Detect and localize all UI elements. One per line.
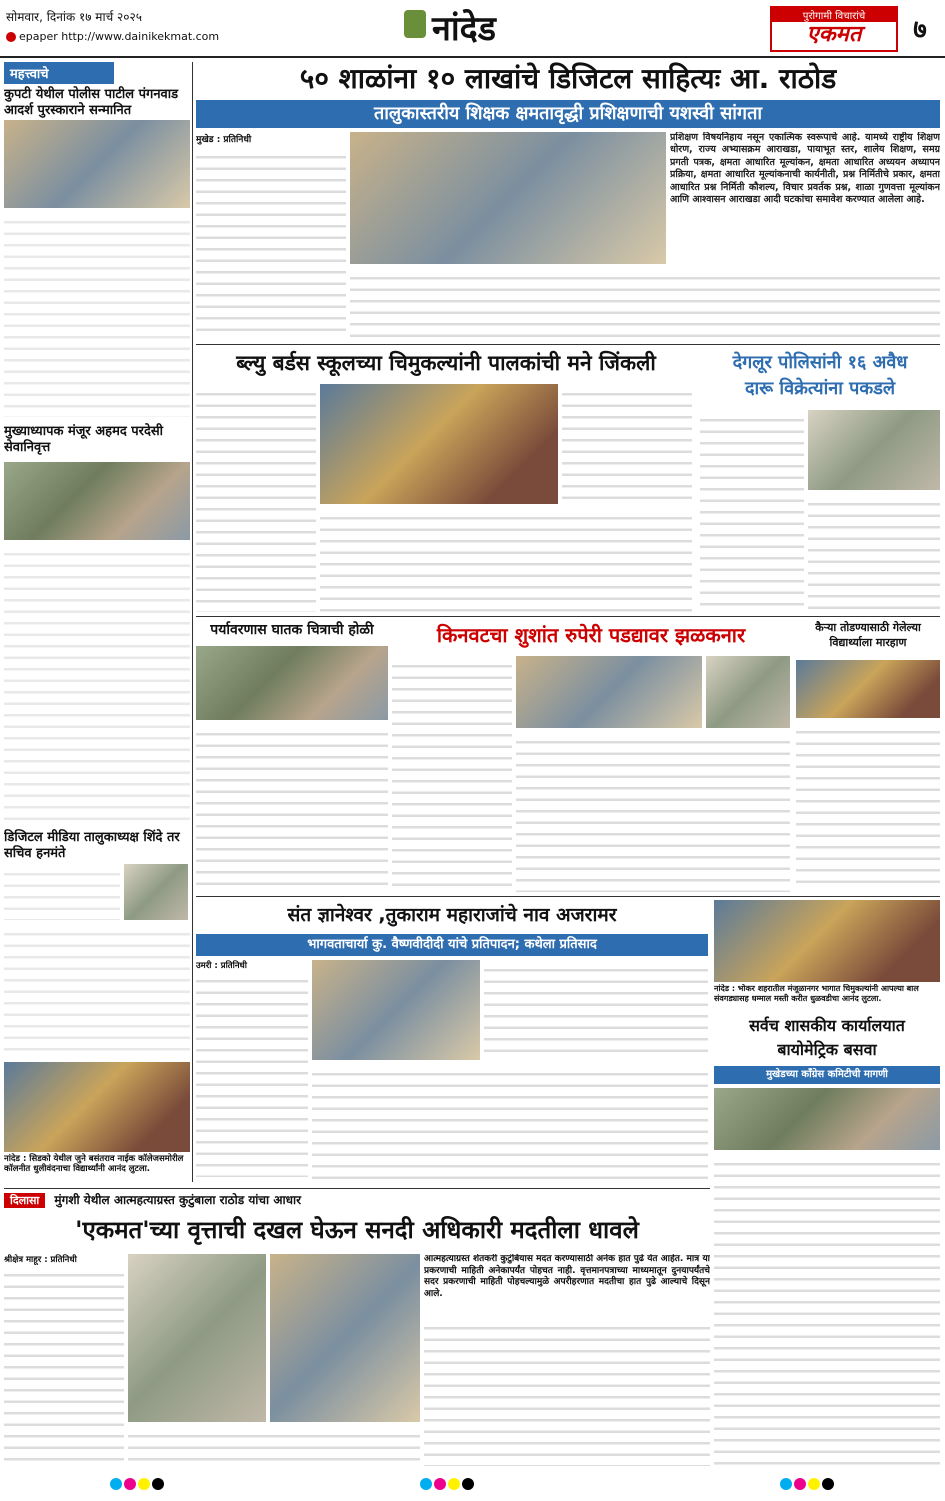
left-portrait (124, 864, 188, 920)
yellow-mark (448, 1478, 460, 1490)
lead-title: ५० शाळांना १० लाखांचे डिजिटल साहित्यः आ. राठोड (299, 62, 837, 95)
degloor-title-1: देगलूर पोलिसांनी १६ अवैध (732, 352, 908, 373)
environment-photo (196, 646, 388, 720)
kinwat-photo-1 (516, 656, 702, 728)
city-emblem-icon (404, 10, 426, 38)
ekmat-pullquote (424, 1254, 710, 1314)
lead-intro (196, 132, 346, 342)
biometric-title-1: सर्वच शासकीय कार्यालयात (749, 1016, 905, 1035)
left-photo-caption: नांदेड : सिडको येथील जुने बसंतराव नाईक कॉलेजसमोरील कॉलनीत धुलीवंदनाचा विद्यार्थ्यांनी आनंद लुटला. (4, 1154, 184, 1174)
lead-photo (350, 132, 666, 264)
left-body-1 (4, 212, 190, 417)
biometric-body (714, 1154, 940, 1472)
degloor-headline (700, 350, 940, 406)
sant-photo (312, 960, 480, 1060)
sant-body-1-text (196, 971, 308, 1177)
ekmat-photo-1 (128, 1254, 266, 1422)
kinwat-body-2 (516, 732, 790, 892)
lead-body (350, 268, 940, 342)
kairi-photo (796, 660, 940, 718)
biometric-headline (714, 1014, 940, 1064)
column-divider (192, 62, 193, 1182)
lead-headline (196, 62, 940, 98)
epaper-link[interactable] (6, 30, 219, 43)
left-headline-2: मुख्याध्यापक मंजूर अहमद परदेसी सेवानिवृत्त (4, 424, 164, 455)
lead-dateline: मुखेड : प्रतिनिधी (196, 135, 252, 145)
blue-birds-body-3 (562, 384, 692, 508)
cyan-mark (420, 1478, 432, 1490)
sant-body-1 (196, 960, 308, 1180)
brand-tagline: पुरोगामी विचारांचे (772, 8, 896, 22)
ekmat-headline: 'एकमत'च्या वृत्ताची दखल घेऊन सनदी अधिकारी मदतीला धावले (75, 1216, 639, 1244)
kinwat-body-1 (392, 656, 512, 892)
cyan-mark (780, 1478, 792, 1490)
edition-city: नांदेड (432, 9, 496, 49)
left-column (4, 62, 190, 1182)
brand-logo (770, 6, 898, 52)
black-mark (152, 1478, 164, 1490)
magenta-mark (794, 1478, 806, 1490)
sant-body-3 (484, 960, 708, 1060)
left-headline-1: कुपटी येथील पोलीस पाटील पंगनवाड आदर्श पुरस्काराने सन्मानित (4, 87, 179, 118)
environment-body (196, 724, 388, 892)
sant-body-2 (312, 1064, 708, 1180)
magenta-mark (434, 1478, 446, 1490)
registration-marks-center (420, 1478, 474, 1490)
degloor-title-2: दारू विक्रेत्यांना पकडले (744, 378, 896, 399)
left-body-3b (4, 924, 190, 1054)
blue-birds-headline: ब्ल्यु बर्डस स्कूलच्या चिमुकल्यांनी पालकांची मने जिंकली (236, 351, 656, 375)
degloor-photo (808, 410, 940, 490)
degloor-body-1 (700, 410, 804, 610)
environment-headline: पर्यावरणास घातक चित्राची होळी (210, 622, 374, 638)
kairi-headline: कैऱ्या तोडण्यासाठी गेलेल्या विद्यार्थ्याला मारहाण (815, 621, 921, 649)
dilasa-text: मुंगशी येथील आत्महत्याग्रस्त कुटुंबाला राठोड यांचा आधार (54, 1193, 301, 1207)
ekmat-dateline: श्रीक्षेत्र माहूर : प्रतिनिधी (4, 1255, 77, 1265)
biometric-subtitle: मुखेडच्या कॉंग्रेस कमिटीची मागणी (714, 1066, 940, 1084)
lead-intro-body (196, 147, 346, 339)
biometric-photo (714, 1088, 940, 1150)
ekmat-quote-text: आत्महत्याग्रस्त शेतकरी कुटुंबियास मदत करण्यासाठी अनेक हात पुढे येत आहेत. मात्र या प्रकरणाची माहिती अनेकापर्यंत पोहचत नाही. वृत्तमानपत्राच्या माध्यमातून दुनयापर्यंतचे सदर प्रकरणाची माहिती पोहचल्यामुळे अपरीहरणात मदतीचा हात पुढे आल्याचे दिसून आले. (424, 1254, 710, 1299)
sant-subtitle: भागवताचार्या कु. वैष्णवीदीदी यांचे प्रतिपादन; कथेला प्रतिसाद (196, 934, 708, 956)
ekmat-body-2 (424, 1318, 710, 1466)
blue-birds-photo (320, 384, 558, 504)
ekmat-photo-captions (128, 1426, 420, 1466)
masthead (0, 0, 945, 58)
holi-caption: नांदेड : भोकर शहरातील मंजूळानगर भागात चिमुकल्यांनी आपल्या बाल संवगड्यासह धम्माल मस्ती करीत धुळवडीचा आनंद लुटला. (714, 984, 919, 1003)
page-number: ७ (913, 15, 927, 45)
lead-pullquote (670, 132, 940, 264)
left-body-3a (4, 864, 120, 920)
section-rule (196, 896, 940, 897)
brand-name: एकमत (806, 22, 862, 47)
black-mark (462, 1478, 474, 1490)
biometric-title-2: बायोमेट्रिक बसवा (777, 1040, 877, 1059)
registration-marks-left (110, 1478, 164, 1490)
section-rule (196, 616, 940, 617)
ekmat-photo-2 (270, 1254, 420, 1422)
dilasa-tag: दिलासा (4, 1193, 45, 1208)
ekmat-body-1 (4, 1254, 124, 1464)
blue-birds-body-1 (196, 384, 316, 612)
yellow-mark (138, 1478, 150, 1490)
left-photo-1 (4, 120, 190, 208)
kairi-body (796, 722, 940, 892)
left-kicker: महत्त्वाचे (4, 62, 114, 84)
lead-subtitle: तालुकास्तरीय शिक्षक क्षमतावृद्धी प्रशिक्षणाची यशस्वी सांगता (196, 100, 940, 128)
left-body-2 (4, 544, 190, 822)
epaper-label: epaper (19, 30, 58, 43)
yellow-mark (808, 1478, 820, 1490)
epaper-icon (6, 32, 16, 42)
left-photo-3 (4, 1062, 190, 1152)
sant-dateline: उमरी : प्रतिनिधी (196, 961, 247, 971)
registration-marks-right (780, 1478, 834, 1490)
left-photo-2 (4, 462, 190, 540)
lead-quote-text: प्रशिक्षण विषयनिहाय नसून एकात्मिक स्वरूपाचे आहे. यामध्ये राष्ट्रीय शिक्षण धोरण, राज्य अभ्यासक्रम आराखडा, पायाभूत स्तर, शालेय शिक्षण, समग्र प्रगती पत्रक, क्षमता आधारित मूल्यांकन, क्षमता आधारित अध्ययन अध्यापन प्रक्रिया, क्षमता आधारित मूल्यांकनाची कार्यनीती, प्रश्न निर्मितीचे प्रकार, क्षमता आधारित प्रश्न निर्मिती कौशल्य, विचार प्रवर्तक प्रश्न, शाळा गुणवत्ता मूल्यांकन आणि आश्वासन आराखडा आदी घटकांचा समावेश करण्यात आलेला आहे. (670, 132, 940, 206)
kinwat-photo-2 (706, 656, 790, 728)
cyan-mark (110, 1478, 122, 1490)
site-url: http://www.dainikekmat.com (61, 30, 220, 43)
issue-date: सोमवार, दिनांक १७ मार्च २०२५ (6, 10, 142, 24)
blue-birds-body-2 (320, 508, 692, 612)
degloor-body-2 (808, 494, 940, 610)
kinwat-headline: किनवटचा शुशांत रुपेरी पडद्यावर झळकनार (436, 623, 746, 647)
magenta-mark (124, 1478, 136, 1490)
dilasa-strip (4, 1188, 710, 1208)
holi-photo (714, 900, 940, 982)
section-rule (196, 344, 940, 345)
left-headline-3: डिजिटल मीडिया तालुकाध्यक्ष शिंदे तर सचिव हनमंते (4, 830, 180, 861)
sant-headline: संत ज्ञानेश्वर ,तुकाराम महाराजांचे नाव अजरामर (287, 904, 617, 926)
black-mark (822, 1478, 834, 1490)
ekmat-body-1-text (4, 1265, 124, 1461)
